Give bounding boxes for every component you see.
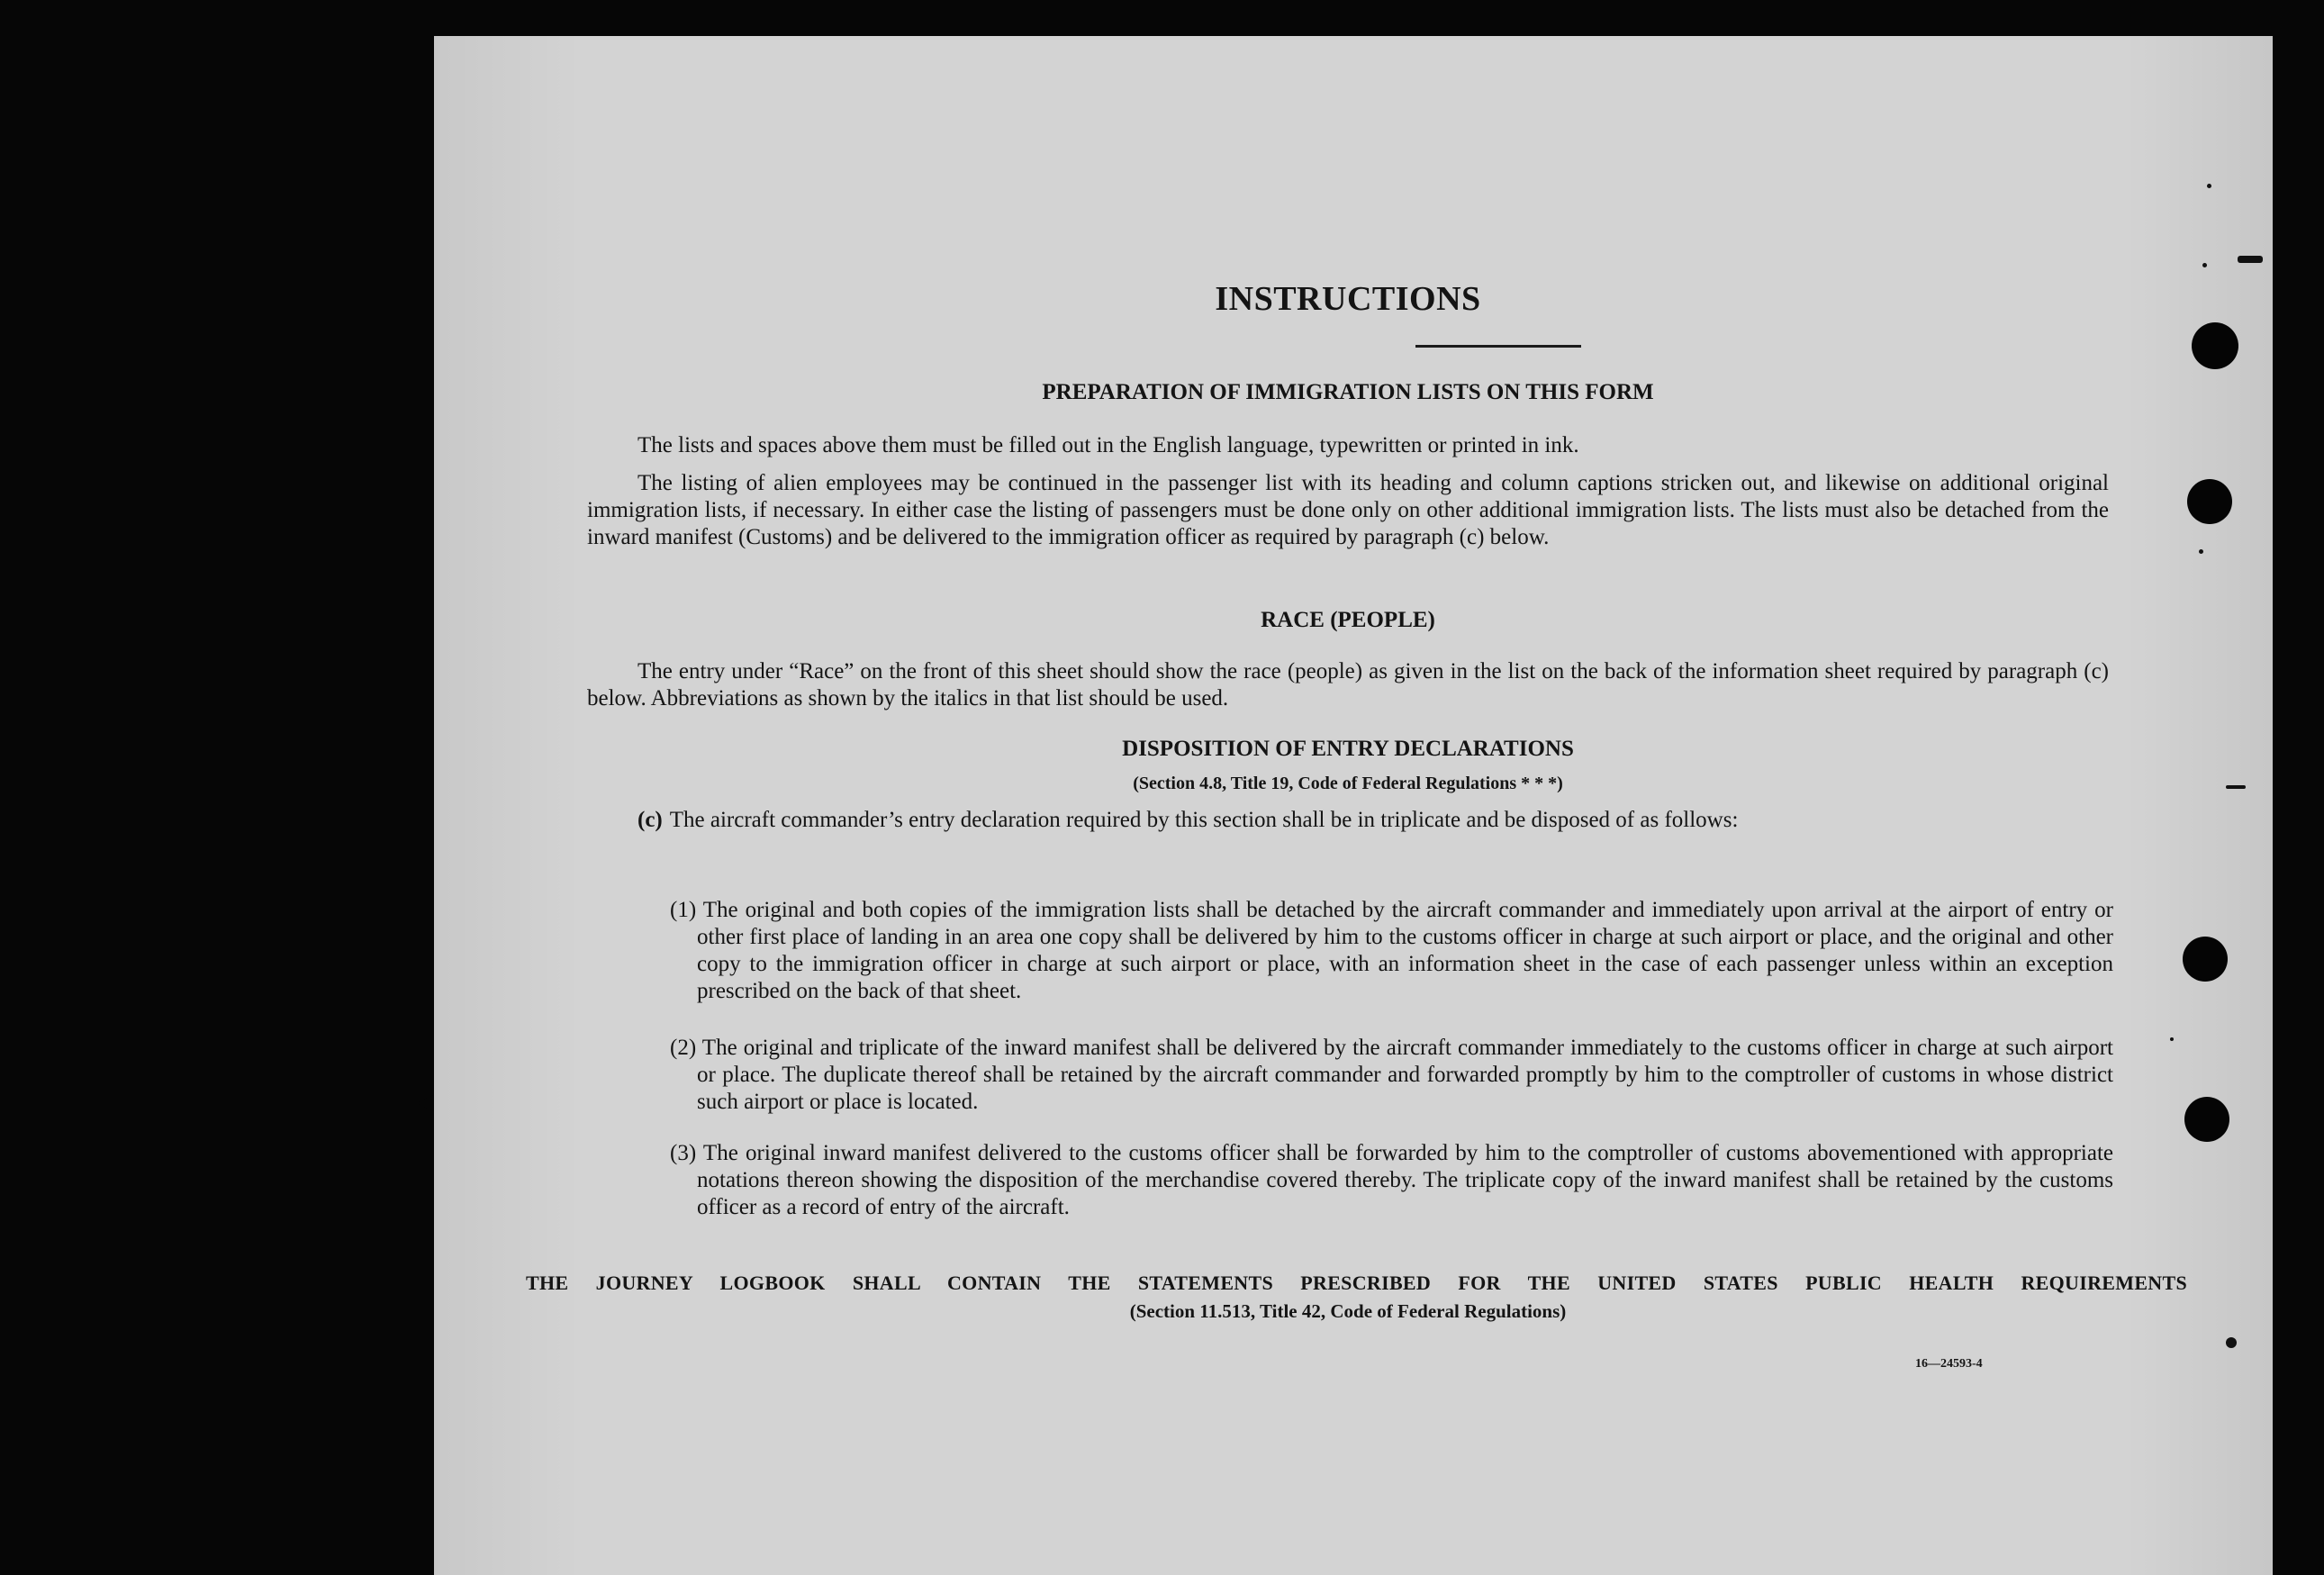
paragraph-race: The entry under “Race” on the front of this sheet should show the race (people) as given in the list on the back of the information sheet required by paragraph (c) below. Abbreviations as shown by the italics in that list should be used. bbox=[587, 659, 2109, 711]
list-item-text: The original and both copies of the immigration lists shall be detached by the aircraft commander and immediately upon arrival at the airport of entry or other first place of landing in an area one copy shall be delivered by him to the customs officer in charge at such airport or place, and the original and other copy to the immigration officer in charge at such airport or place, with an information sheet in the case of each passenger unless within an exception prescribed on the back of that sheet. bbox=[697, 898, 2113, 1003]
section-heading-preparation: PREPARATION OF IMMIGRATION LISTS ON THIS FORM bbox=[1042, 380, 1654, 404]
paragraph-c-label: (c) bbox=[638, 808, 663, 832]
list-item-1 bbox=[670, 897, 2113, 1005]
paper-mark bbox=[2238, 256, 2263, 263]
paper-speck bbox=[2170, 1037, 2174, 1041]
paper-speck bbox=[2207, 184, 2211, 188]
footer-statement: THE JOURNEY LOGBOOK SHALL CONTAIN THE STATEMENTS PRESCRIBED FOR THE UNITED STATES PUBLIC HEALTH REQUIREMENTS bbox=[526, 1272, 2187, 1294]
document-sheet bbox=[434, 36, 2273, 1575]
binder-hole bbox=[2184, 1097, 2229, 1142]
list-item-text: The original inward manifest delivered to the customs officer shall be forwarded by him to the comptroller of customs abovementioned with appropriate notations thereon showing the disposition of the merchandise covered thereby. The triplicate copy of the inward manifest shall be retained by the customs officer as a record of entry of the aircraft. bbox=[697, 1141, 2113, 1219]
list-item-3 bbox=[670, 1140, 2113, 1221]
binder-hole bbox=[2192, 322, 2238, 369]
list-item-number: (2) bbox=[670, 1036, 697, 1060]
list-item-text: The original and triplicate of the inward manifest shall be delivered by the aircraft commander immediately to the customs officer in charge at such airport or place. The duplicate thereof shall be retained by the aircraft commander and forwarded promptly by him to the comptroller of customs in whose district such airport or place is located. bbox=[697, 1036, 2113, 1114]
paper-mark bbox=[2226, 785, 2246, 789]
binder-hole bbox=[2183, 937, 2228, 982]
paragraph-c-text: The aircraft commander’s entry declaration required by this section shall be in triplicate and be disposed of as follows: bbox=[669, 808, 1739, 832]
paper-speck bbox=[2226, 1337, 2237, 1348]
list-item-number: (3) bbox=[670, 1141, 697, 1165]
paragraph-alien-employees: The listing of alien employees may be continued in the passenger list with its heading and column captions stricken out, and likewise on additional original immigration lists, if necessary. In either case the listing of passengers must be done only on other additional immigration lists. The lists must also be detached from the inward manifest (Customs) and be delivered to the immigration officer as required by paragraph (c) below. bbox=[587, 471, 2109, 549]
binder-hole bbox=[2187, 479, 2232, 524]
form-number: 16—24593-4 bbox=[1915, 1357, 1983, 1371]
title-underline bbox=[1415, 345, 1581, 348]
page-title: INSTRUCTIONS bbox=[1215, 280, 1481, 318]
paper-speck bbox=[2202, 263, 2207, 267]
list-item-number: (1) bbox=[670, 898, 697, 922]
list-item-2 bbox=[670, 1035, 2113, 1116]
paragraph-language: The lists and spaces above them must be filled out in the English language, typewritten or printed in ink. bbox=[638, 433, 1579, 457]
section-heading-race: RACE (PEOPLE) bbox=[1261, 608, 1435, 632]
footer-citation: (Section 11.513, Title 42, Code of Federal Regulations) bbox=[1129, 1300, 1567, 1322]
paragraph-c bbox=[638, 807, 2114, 834]
section-heading-disposition: DISPOSITION OF ENTRY DECLARATIONS bbox=[1122, 737, 1574, 761]
section-citation-disposition: (Section 4.8, Title 19, Code of Federal Regulations * * *) bbox=[1133, 774, 1563, 793]
paper-speck bbox=[2199, 549, 2203, 554]
